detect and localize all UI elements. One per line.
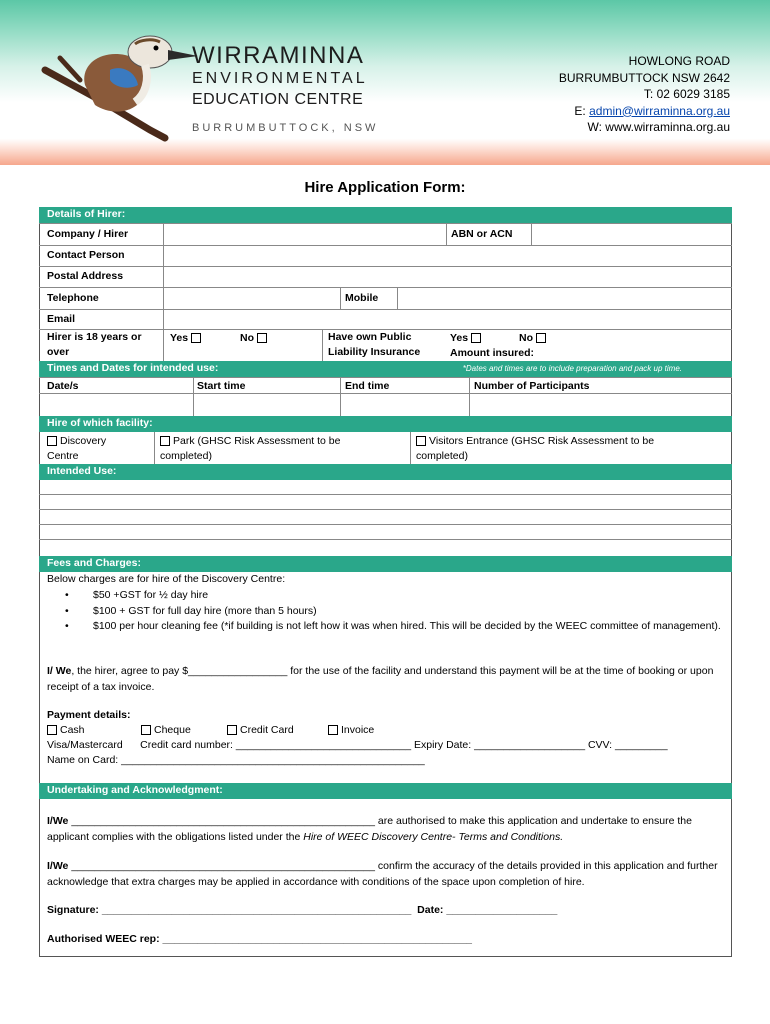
label-mobile: Mobile [345, 292, 379, 304]
insurance-no-checkbox[interactable] [536, 333, 546, 343]
payment-cheque-label: Cheque [154, 724, 191, 736]
age-no-checkbox[interactable] [257, 333, 267, 343]
fees-list [65, 588, 725, 635]
age-yes-option[interactable] [170, 332, 204, 344]
agreement-rest: , the hirer, agree to pay $_________________ for the use of the facility and understand this payment will be at the time of booking or upon receipt of a tax invoice. [47, 665, 714, 693]
label-age-q1: Hirer is 18 years or [47, 331, 142, 343]
email-link[interactable]: admin@wirraminna.org.au [589, 103, 730, 118]
payment-cheque-option[interactable] [141, 724, 191, 736]
authorisation-text[interactable] [47, 814, 727, 845]
address-line2: BURRUMBUTTOCK NSW 2642 [558, 70, 730, 85]
terms-reference: Hire of WEEC Discovery Centre- Terms and Conditions. [303, 830, 564, 843]
label-insurance-q1: Have own Public [328, 331, 412, 343]
label-end-time: End time [345, 380, 390, 392]
facility-park-label1: Park (GHSC Risk Assessment to be [173, 435, 341, 447]
age-yes-label: Yes [170, 332, 189, 344]
insurance-yes-option[interactable] [450, 332, 484, 344]
payment-credit-checkbox[interactable] [227, 725, 237, 735]
facility-visitors-label1: Visitors Entrance (GHSC Risk Assessment to be [429, 435, 655, 447]
name-on-card-line[interactable]: Name on Card: ____________________________________________________ [47, 754, 425, 766]
dates-input[interactable] [41, 394, 191, 415]
grid-line [154, 432, 155, 464]
org-name-line1: WIRRAMINNA [192, 42, 365, 69]
form-title: Hire Application Form: [304, 179, 466, 196]
label-abn: ABN or ACN [451, 228, 513, 240]
label-insurance-q2: Liability Insurance [328, 346, 421, 358]
signature-line[interactable]: Signature: _____________________________________________________ Date: ___________________ [47, 904, 558, 916]
fees-list-item: • $50 +GST for ½ day hire [65, 588, 725, 604]
insurance-no-option[interactable] [519, 332, 549, 344]
grid-line [410, 432, 411, 464]
facility-visitors-option[interactable] [416, 434, 654, 464]
card-details-line[interactable]: Visa/Mastercard Credit card number: ______________________________ Expiry Date: ___________________ CVV: _________ [47, 739, 668, 751]
postal-input[interactable] [165, 267, 730, 286]
label-start-time: Start time [197, 380, 246, 392]
grid-line [39, 329, 732, 330]
facility-discovery-label2: Centre [47, 450, 79, 462]
grid-line [397, 287, 398, 309]
grid-line [163, 223, 164, 361]
age-no-option[interactable] [240, 332, 270, 344]
confirmation-text[interactable] [47, 859, 727, 890]
section-facility-band: Hire of which facility: [39, 416, 732, 432]
label-age-q2: over [47, 346, 70, 358]
email-prefix: E: [574, 103, 590, 118]
section-undertaking-band: Undertaking and Acknowledgment: [39, 783, 732, 799]
agreement-bold: I/ We [47, 665, 72, 677]
authorised-rep-line[interactable]: Authorised WEEC rep: _____________________________________________________ [47, 933, 473, 945]
mobile-input[interactable] [399, 288, 730, 308]
section-fees-band: Fees and Charges: [39, 556, 732, 572]
authorisation-rest: ____________________________________________________ are authorised to make this application and undertake to ensure the applicant complies with the obligations listed under the [47, 815, 692, 843]
contact-input[interactable] [165, 246, 730, 265]
org-name-line3: EDUCATION CENTRE [192, 91, 364, 108]
web-line: W: www.wirraminna.org.au [587, 120, 730, 134]
facility-discovery-label1: Discovery [60, 435, 107, 447]
section-hirer-band: Details of Hirer: [39, 207, 732, 223]
telephone-input[interactable] [165, 288, 339, 308]
email-input[interactable] [165, 310, 730, 328]
label-participants: Number of Participants [474, 380, 590, 392]
org-location: BURRUMBUTTOCK, NSW [192, 122, 379, 134]
start-time-input[interactable] [195, 394, 339, 415]
payment-invoice-checkbox[interactable] [328, 725, 338, 735]
insurance-yes-label: Yes [450, 332, 469, 344]
kookaburra-logo [40, 30, 200, 150]
insurance-yes-checkbox[interactable] [471, 333, 481, 343]
grid-line [446, 223, 447, 245]
label-email: Email [47, 313, 76, 325]
facility-park-option[interactable] [160, 434, 340, 464]
email-line [559, 103, 730, 120]
facility-discovery-checkbox[interactable] [47, 436, 57, 446]
grid-line [469, 377, 470, 416]
contact-block [559, 53, 730, 136]
grid-line [531, 223, 532, 245]
end-time-input[interactable] [342, 394, 468, 415]
payment-cheque-checkbox[interactable] [141, 725, 151, 735]
payment-cash-label: Cash [60, 724, 85, 736]
org-name-line2: ENVIRONMENTAL [192, 70, 368, 87]
times-note: *Dates and times are to include preparation and pack up time. [462, 364, 682, 373]
label-contact: Contact Person [47, 249, 125, 261]
abn-input[interactable] [533, 224, 730, 244]
fees-intro: Below charges are for hire of the Discovery Centre: [47, 573, 286, 585]
section-times-title: Times and Dates for intended use: [47, 362, 219, 374]
participants-input[interactable] [471, 394, 730, 415]
grid-line [193, 377, 194, 416]
payment-invoice-option[interactable] [328, 724, 374, 736]
label-company: Company / Hirer [47, 228, 129, 240]
facility-discovery-option[interactable] [47, 434, 106, 464]
intended-use-input[interactable] [41, 480, 730, 554]
label-payment-details: Payment details: [47, 709, 131, 721]
label-amount-insured: Amount insured: [450, 347, 534, 359]
grid-line [340, 287, 341, 309]
facility-park-label2: completed) [160, 450, 212, 462]
payment-invoice-label: Invoice [341, 724, 375, 736]
payment-cash-option[interactable] [47, 724, 85, 736]
facility-park-checkbox[interactable] [160, 436, 170, 446]
insurance-no-label: No [519, 332, 533, 344]
grid-line [322, 329, 323, 361]
grid-line [340, 377, 341, 416]
facility-visitors-label2: completed) [416, 450, 468, 462]
payment-cash-checkbox[interactable] [47, 725, 57, 735]
payment-credit-label: Credit Card [240, 724, 294, 736]
facility-visitors-checkbox[interactable] [416, 436, 426, 446]
grid-line [39, 377, 732, 378]
label-postal: Postal Address [47, 270, 124, 282]
confirmation-rest: ____________________________________________________ confirm the accuracy of the details provided in this application and further acknowledge that extra charges may be applied in accordance with conditions of the space upon completion of hire. [47, 860, 718, 888]
agreement-text [47, 664, 727, 695]
section-times-band [39, 361, 732, 377]
fees-list-item: • $100 per hour cleaning fee (*if building is not left how it was when hired. This will be decided by the WEEC committee of management). [65, 619, 725, 635]
label-dates: Date/s [47, 380, 79, 392]
fees-list-item: • $100 + GST for full day hire (more than 5 hours) [65, 604, 725, 620]
age-yes-checkbox[interactable] [191, 333, 201, 343]
age-no-label: No [240, 332, 254, 344]
phone-line: T: 02 6029 3185 [643, 87, 730, 101]
address-line1: HOWLONG ROAD [628, 54, 730, 68]
authorisation-bold: I/We [47, 815, 69, 827]
company-input[interactable] [165, 224, 444, 244]
label-telephone: Telephone [47, 292, 99, 304]
confirmation-bold: I/We [47, 860, 69, 872]
payment-credit-option[interactable] [227, 724, 294, 736]
section-use-band: Intended Use: [39, 464, 732, 480]
